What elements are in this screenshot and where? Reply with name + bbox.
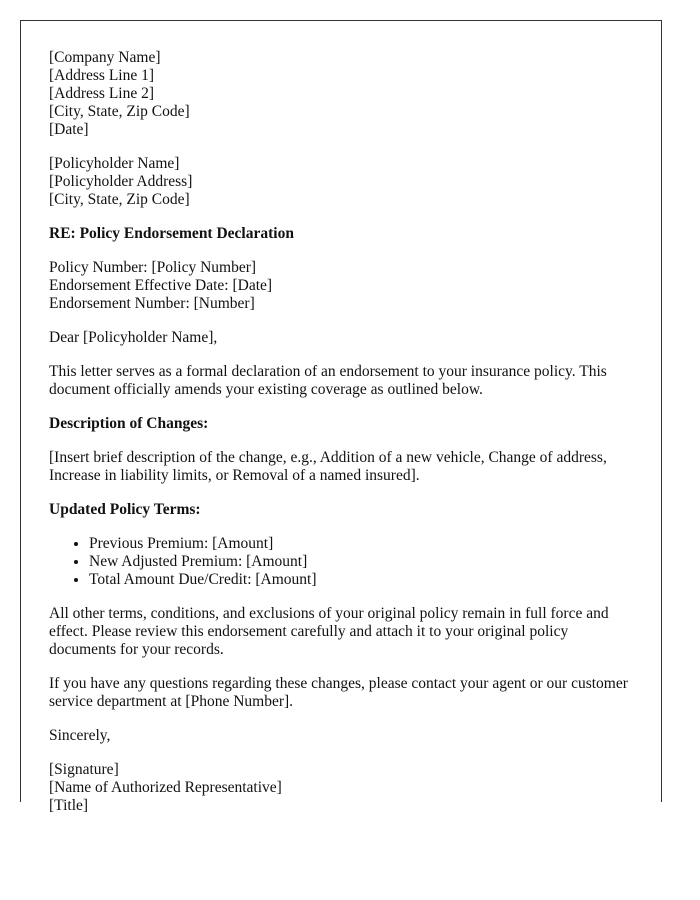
changes-description: [Insert brief description of the change, e.g., Addition of a new vehicle, Change of address, Increase in liability limits, or Removal of a named insured]. bbox=[49, 449, 607, 484]
representative-title: [Title] bbox=[49, 797, 89, 814]
policy-number: Policy Number: [Policy Number] bbox=[49, 259, 257, 276]
salutation: Dear [Policyholder Name], bbox=[49, 329, 218, 346]
terms-list bbox=[49, 535, 634, 589]
recipient-city-state-zip: [City, State, Zip Code] bbox=[49, 191, 190, 208]
terms-heading: Updated Policy Terms: bbox=[49, 501, 201, 518]
signature: [Signature] bbox=[49, 761, 119, 778]
sender-address-line-1: [Address Line 1] bbox=[49, 67, 155, 84]
endorsement-effective-date: Endorsement Effective Date: [Date] bbox=[49, 277, 273, 294]
signature-block bbox=[49, 761, 634, 815]
letter-page bbox=[20, 20, 662, 814]
recipient-block bbox=[49, 155, 634, 209]
changes-heading: Description of Changes: bbox=[49, 415, 209, 432]
recipient-address: [Policyholder Address] bbox=[49, 173, 193, 190]
complimentary-closing: Sincerely, bbox=[49, 727, 111, 744]
contact-paragraph: If you have any questions regarding these changes, please contact your agent or our customer service department at [Phone Number]. bbox=[49, 675, 628, 710]
closing-paragraph: All other terms, conditions, and exclusions of your original policy remain in full force and effect. Please review this endorsement carefully and attach it to your original policy documents for your records. bbox=[49, 605, 609, 658]
sender-block bbox=[49, 49, 634, 139]
letter-date: [Date] bbox=[49, 121, 89, 138]
terms-list-item-new-premium: • New Adjusted Premium: [Amount] bbox=[89, 553, 634, 571]
endorsement-number: Endorsement Number: [Number] bbox=[49, 295, 255, 312]
recipient-name: [Policyholder Name] bbox=[49, 155, 180, 172]
terms-list-item-total-due: • Total Amount Due/Credit: [Amount] bbox=[89, 571, 634, 589]
representative-name: [Name of Authorized Representative] bbox=[49, 779, 282, 796]
terms-list-item-previous-premium: • Previous Premium: [Amount] bbox=[89, 535, 634, 553]
intro-paragraph: This letter serves as a formal declaration of an endorsement to your insurance policy. This document officially amends your existing coverage as outlined below. bbox=[49, 363, 607, 398]
sender-city-state-zip: [City, State, Zip Code] bbox=[49, 103, 190, 120]
sender-company-name: [Company Name] bbox=[49, 49, 161, 66]
subject-line: RE: Policy Endorsement Declaration bbox=[49, 225, 294, 242]
letter-content bbox=[49, 49, 634, 831]
sender-address-line-2: [Address Line 2] bbox=[49, 85, 155, 102]
policy-info-block bbox=[49, 259, 634, 313]
